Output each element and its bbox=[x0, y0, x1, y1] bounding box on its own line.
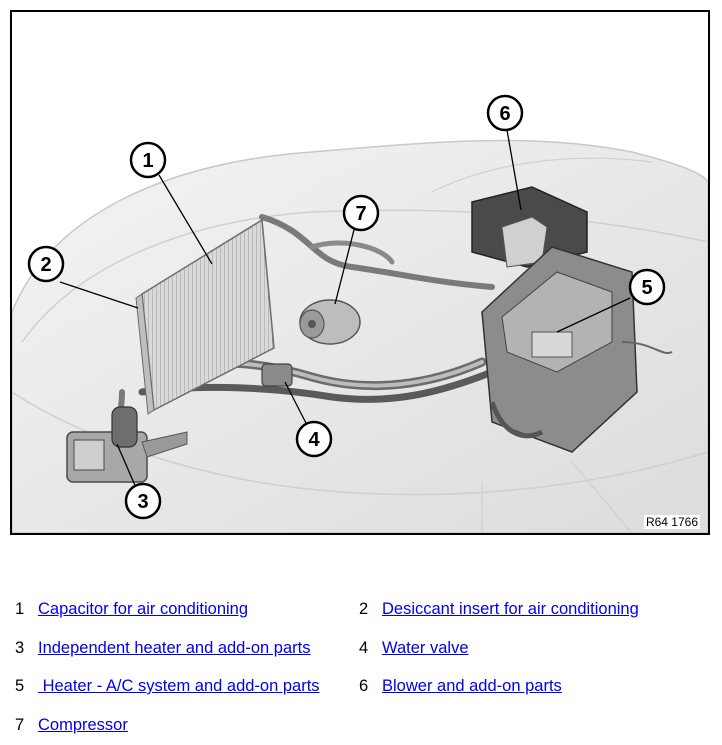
water-valve-unit bbox=[262, 364, 292, 386]
legend-number: 5 bbox=[15, 677, 25, 695]
callout-6-label: 6 bbox=[499, 103, 511, 125]
callout-4 bbox=[297, 422, 331, 456]
legend-link-capacitor[interactable]: Capacitor for air conditioning bbox=[38, 600, 249, 618]
legend-number: 6 bbox=[359, 677, 369, 695]
callout-1 bbox=[131, 143, 165, 177]
callout-6 bbox=[488, 96, 522, 130]
parts-diagram bbox=[10, 10, 710, 535]
callout-2 bbox=[29, 247, 63, 281]
callout-1-label: 1 bbox=[142, 150, 154, 172]
legend-number: 7 bbox=[15, 716, 25, 734]
legend-number: 3 bbox=[15, 639, 25, 657]
legend-link-blower[interactable]: Blower and add-on parts bbox=[382, 677, 562, 695]
legend-link-water-valve[interactable]: Water valve bbox=[382, 639, 469, 657]
callout-2-label: 2 bbox=[40, 254, 52, 276]
callout-7-label: 7 bbox=[355, 203, 367, 225]
legend-link-compressor[interactable]: Compressor bbox=[38, 716, 128, 734]
legend-link-desiccant-insert[interactable]: Desiccant insert for air conditioning bbox=[382, 600, 639, 618]
callout-5-label: 5 bbox=[641, 277, 653, 299]
callout-5 bbox=[630, 270, 664, 304]
callout-7 bbox=[344, 196, 378, 230]
callout-4-label: 4 bbox=[308, 429, 320, 451]
legend-link-independent-heater[interactable]: Independent heater and add-on parts bbox=[38, 639, 311, 657]
callout-3 bbox=[126, 484, 160, 518]
diagram-illustration bbox=[12, 12, 708, 533]
callout-3-label: 3 bbox=[137, 491, 149, 513]
compressor-unit bbox=[300, 300, 360, 344]
legend-number: 2 bbox=[359, 600, 369, 618]
legend-link-heater-ac-system[interactable]: Heater - A/C system and add-on parts bbox=[38, 677, 320, 695]
legend-number: 4 bbox=[359, 639, 369, 657]
legend-number: 1 bbox=[15, 600, 25, 618]
figure-reference-id: R64 1766 bbox=[645, 515, 698, 529]
